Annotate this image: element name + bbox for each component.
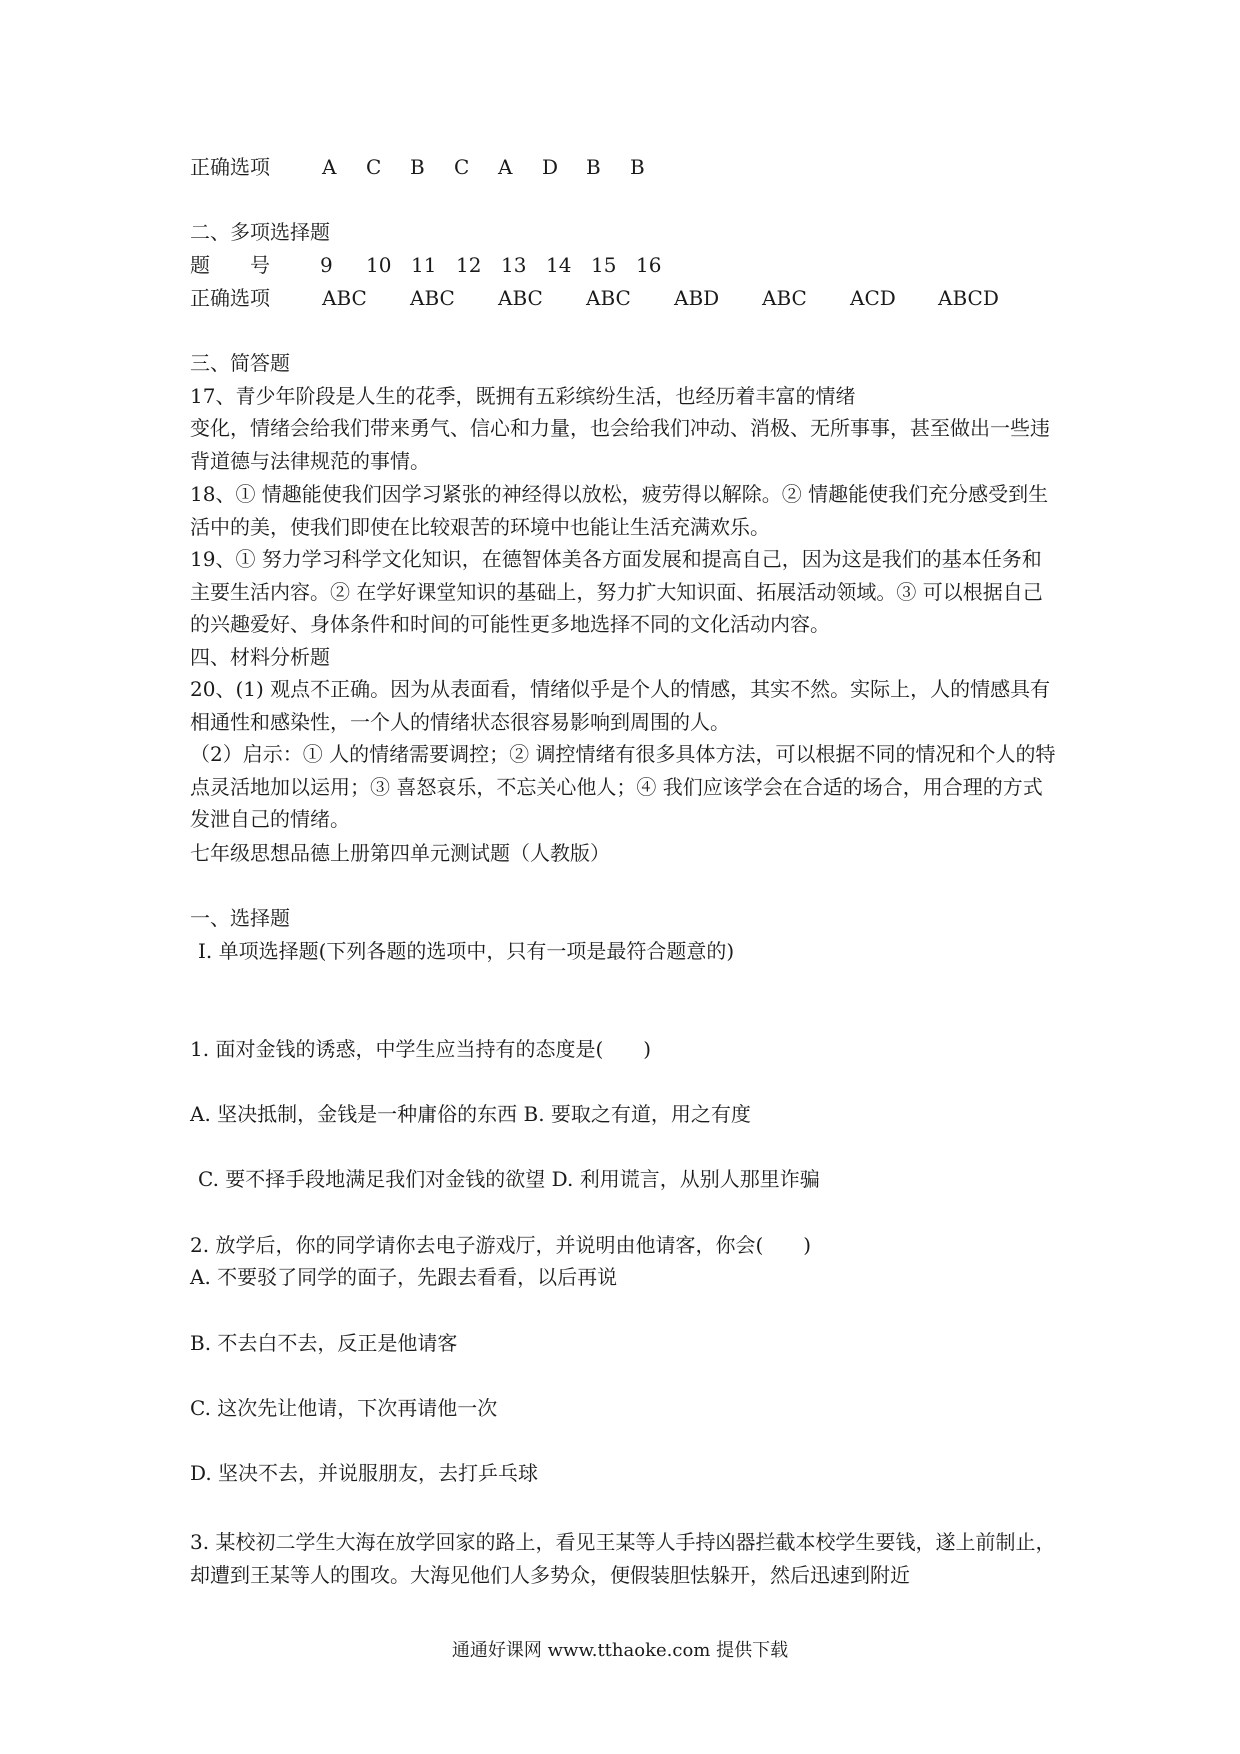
answer-17-text: 变化，情绪会给我们带来勇气、信心和力量，也会给我们冲动、消极、无所事事，甚至做出一些违背道德与法律规范的事情。 [190, 416, 1050, 473]
section-heading: 三、简答题 [190, 351, 290, 375]
question-1-options-ab: A. 坚决抵制，金钱是一种庸俗的东西 B. 要取之有道，用之有度 [190, 1102, 751, 1126]
question-2-option-a: A. 不要驳了同学的面子，先跟去看看，以后再说 [190, 1265, 618, 1289]
answer-1: A [322, 155, 337, 179]
multi-answer: ABC [762, 286, 807, 310]
multi-answer: ABC [410, 286, 455, 310]
answer-row-label: 正确选项 [190, 155, 270, 179]
section-heading: 一、选择题 [190, 906, 290, 930]
answer-6: D [542, 155, 559, 179]
number-row-label: 题 号 [190, 253, 270, 277]
answer-18-text: 18、① 情趣能使我们因学习紧张的神经得以放松，疲劳得以解除。② 情趣能使我们充分感受到生活中的美，使我们即使在比较艰苦的环境中也能让生活充满欢乐。 [190, 482, 1049, 539]
question-number: 15 [591, 253, 617, 277]
question-number: 13 [501, 253, 527, 277]
answer-19-text: 19、① 努力学习科学文化知识，在德智体美各方面发展和提高自己，因为这是我们的基本任务和主要生活内容。② 在学好课堂知识的基础上，努力扩大知识面、拓展活动领域。③ 可以根据自己的兴趣爱好、身体条件和时间的可能性更多地选择不同的文化活动内容。 [190, 547, 1043, 636]
question-2-option-d: D. 坚决不去，并说服朋友，去打乒乓球 [190, 1461, 539, 1485]
multi-answer: ABD [674, 286, 720, 310]
answer-17-line1: 17、青少年阶段是人生的花季，既拥有五彩缤纷生活，也经历着丰富的情绪 [190, 384, 856, 408]
question-1-options-cd: C. 要不择手段地满足我们对金钱的欲望 D. 利用谎言，从别人那里诈骗 [198, 1167, 820, 1191]
multi-answer: ABCD [938, 286, 999, 310]
multi-answer: ABC [322, 286, 367, 310]
answer-7: B [586, 155, 601, 179]
answer-4: C [454, 155, 470, 179]
section-heading: 四、材料分析题 [190, 645, 330, 669]
section-heading: 二、多项选择题 [190, 220, 330, 244]
answer-3: B [410, 155, 425, 179]
answer-5: A [498, 155, 513, 179]
multi-answer: ACD [850, 286, 896, 310]
multi-answer: ABC [586, 286, 631, 310]
answer-8: B [630, 155, 645, 179]
question-3: 3. 某校初二学生大海在放学回家的路上，看见王某等人手持凶器拦截本校学生要钱，遂上前制止，却遭到王某等人的围攻。大海见他们人多势众，便假装胆怯躲开，然后迅速到附近 [190, 1530, 1056, 1587]
page-footer: 通通好课网 www.tthaoke.com 提供下载 [451, 1640, 789, 1661]
question-number: 14 [546, 253, 572, 277]
answer-20-part1: 20、(1) 观点不正确。因为从表面看，情绪似乎是个人的情感，其实不然。实际上，人的情感具有相通性和感染性，一个人的情绪状态很容易影响到周围的人。 [190, 677, 1051, 734]
subsection-heading: Ⅰ. 单项选择题(下列各题的选项中，只有一项是最符合题意的) [198, 939, 735, 963]
exam-title: 七年级思想品德上册第四单元测试题（人教版） [190, 841, 610, 865]
question-number: 10 [366, 253, 392, 277]
question-number: 11 [411, 253, 437, 277]
answer-2: C [366, 155, 382, 179]
multi-answer: ABC [498, 286, 543, 310]
question-1: 1. 面对金钱的诱惑，中学生应当持有的态度是( ) [190, 1037, 652, 1061]
question-number: 16 [636, 253, 662, 277]
question-2-option-b: B. 不去白不去，反正是他请客 [190, 1331, 458, 1355]
question-number: 9 [320, 253, 333, 277]
question-2: 2. 放学后，你的同学请你去电子游戏厅，并说明由他请客，你会( ) [190, 1233, 812, 1257]
answer-row-label: 正确选项 [190, 286, 270, 310]
question-number: 12 [456, 253, 482, 277]
answer-20-part2: （2）启示：① 人的情绪需要调控；② 调控情绪有很多具体方法，可以根据不同的情况和个人的特点灵活地加以运用；③ 喜怒哀乐，不忘关心他人；④ 我们应该学会在合适的场合，用合理的方式发泄自己的情绪。 [190, 742, 1056, 831]
question-2-option-c: C. 这次先让他请，下次再请他一次 [190, 1396, 498, 1420]
